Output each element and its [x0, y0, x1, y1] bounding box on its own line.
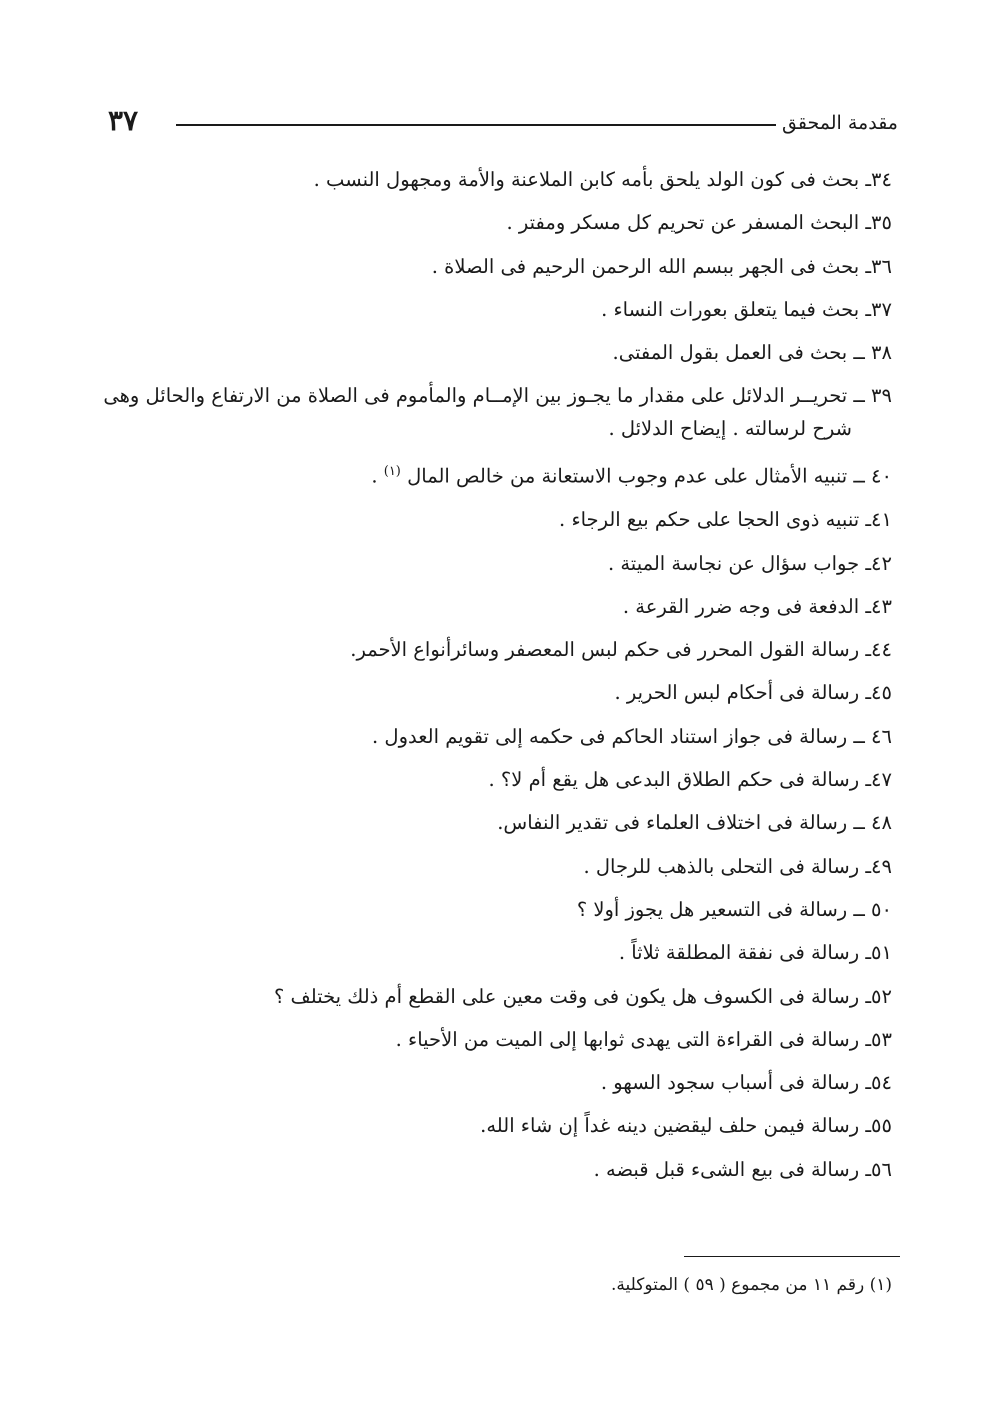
running-title: مقدمة المحقق: [782, 112, 898, 134]
footnote: (١) رقم ١١ من مجموع ( ٥٩ ) المتوكلية.: [611, 1275, 892, 1295]
list-item: ٥٦ـ رسالة فى بيع الشىء قبل قبضه .: [593, 1157, 892, 1181]
list-item: ٥١ـ رسالة فى نفقة المطلقة ثلاثاً .: [618, 941, 892, 965]
list-item: ٥٣ـ رسالة فى القراءة التى يهدى ثوابها إلى الميت من الأحياء .: [395, 1027, 892, 1051]
list-item: ٤١ـ تنبيه ذوى الحجا على حكم بيع الرجاء .: [559, 508, 892, 532]
list-item: ٣٦ـ بحث فى الجهر ببسم الله الرحمن الرحيم فى الصلاة .: [431, 254, 892, 278]
list-item: ٣٧ـ بحث فيما يتعلق بعورات النساء .: [601, 297, 892, 321]
list-item: ٥٥ـ رسالة فيمن حلف ليقضين دينه غداً إن شاء الله.: [480, 1114, 892, 1138]
list-item: ٥٤ـ رسالة فى أسباب سجود السهو .: [600, 1071, 892, 1095]
page-number: ٣٧: [108, 104, 139, 137]
list-item: ٣٩ ــ تحريــر الدلائل على مقدار ما يجـوز بين الإمــام والمأموم فى الصلاة من الارتفاع والحائل وهى شرح لرسالته . إيضاح الدلائل .: [103, 384, 892, 441]
list-item: ٤٢ـ جواب سؤال عن نجاسة الميتة .: [607, 551, 892, 575]
list-item: ٥٠ ــ رسالة فى التسعير هل يجوز أولا ؟: [576, 897, 892, 921]
list-item: ٤٩ـ رسالة فى التحلى بالذهب للرجال .: [583, 854, 892, 878]
page-header: [108, 104, 898, 144]
list-item-with-footnote: [102, 450, 892, 498]
list-item: ٤٥ـ رسالة فى أحكام لبس الحرير .: [614, 681, 892, 705]
list-item: ٤٨ ــ رسالة فى اختلاف العلماء فى تقدير النفاس.: [497, 811, 892, 835]
list-item: ٣٤ـ بحث فى كون الولد يلحق بأمه كابن الملاعنة والأمة ومجهول النسب .: [313, 168, 892, 191]
list-item: ٥٢ـ رسالة فى الكسوف هل يكون فى وقت معين على القطع أم ذلك يختلف ؟: [274, 984, 892, 1008]
treatise-list: [102, 158, 892, 1191]
list-item-end: .: [371, 464, 384, 488]
list-item: ٤٣ـ الدفعة فى وجه ضرر القرعة .: [622, 594, 892, 618]
header-rule: [176, 124, 776, 126]
list-item: ٤٧ـ رسالة فى حكم الطلاق البدعى هل يقع أم لا؟ .: [488, 768, 892, 792]
list-item: ٤٤ـ رسالة القول المحرر فى حكم لبس المعصفر وسائرأنواع الأحمر.: [350, 638, 892, 662]
list-item: ٣٥ـ البحث المسفر عن تحريم كل مسكر ومفتر .: [506, 211, 892, 235]
list-item-text: ٤٠ ــ تنبيه الأمثال على عدم وجوب الاستعانة من خالص المال: [407, 464, 892, 488]
footnote-rule: [684, 1256, 900, 1257]
footnote-marker: (١): [383, 464, 401, 480]
list-item: ٤٦ ــ رسالة فى جواز استناد الحاكم فى حكمه إلى تقويم العدول .: [372, 724, 892, 748]
list-item: ٣٨ ــ بحث فى العمل بقول المفتى.: [612, 341, 892, 365]
